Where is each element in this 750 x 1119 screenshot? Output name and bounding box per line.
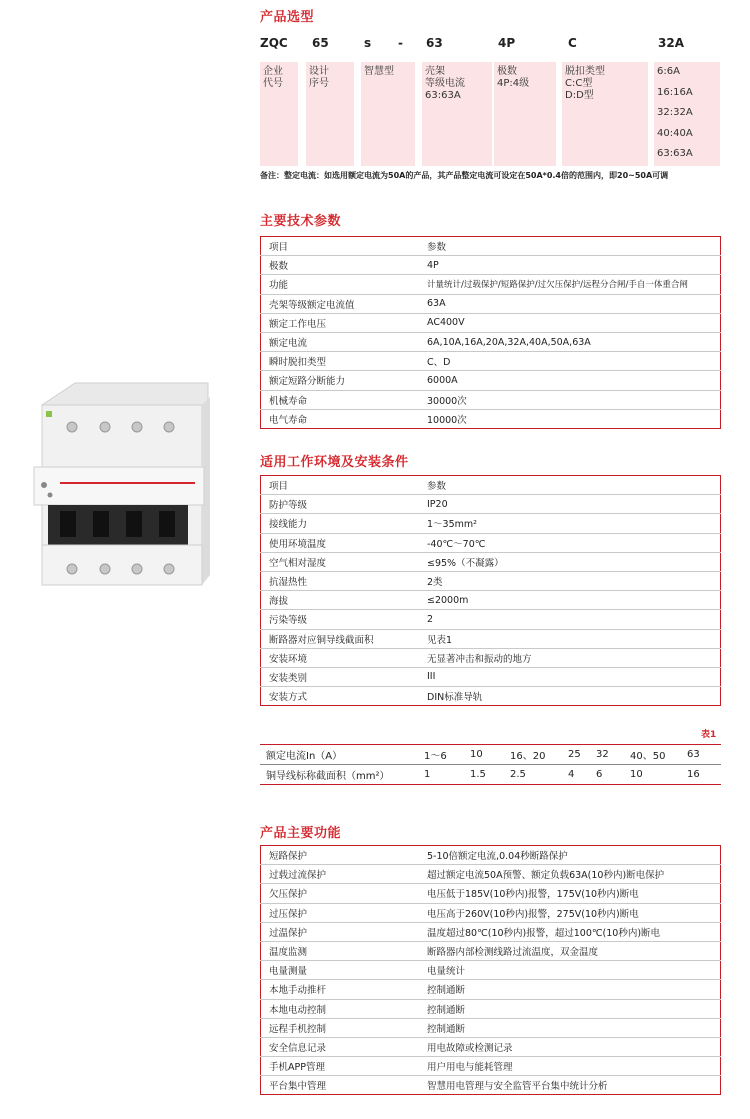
code-dash: - — [398, 36, 403, 50]
model-note: 备注：整定电流：如选用额定电流为50A的产品，其产品整定电流可设定在50A*0.4倍的范围内，即20~50A可调 — [260, 171, 669, 180]
table-row: 项目 参数 — [261, 476, 721, 495]
table-row: 壳架等级额定电流值 63A — [261, 294, 721, 313]
table-row: 机械寿命 30000次 — [261, 390, 721, 409]
code-poles: 4P — [498, 36, 516, 50]
circuit-breaker-image — [30, 375, 215, 590]
table-row: 接线能力 1～35mm² — [261, 514, 721, 533]
box-poles: 极数 4P:4级 — [494, 62, 556, 166]
table-row: 功能 计量统计/过载保护/短路保护/过欠压保护/远程分合闸/手自一体重合闸 — [261, 275, 721, 294]
code-design: 65 — [312, 36, 329, 50]
table-row: 电量测量 电量统计 — [261, 961, 721, 980]
table-row: 铜导线标称截面积（mm²） 1 1.5 2.5 4 6 10 16 — [260, 765, 721, 785]
code-company: ZQC — [260, 36, 288, 50]
section-title-tech: 主要技术参数 — [260, 214, 342, 229]
table-row: 额定电流In（A） 1～6 10 16、20 25 32 40、50 63 — [260, 745, 721, 765]
section-title-environment: 适用工作环境及安装条件 — [260, 455, 409, 470]
table-row: 安装类别 III — [261, 667, 721, 686]
table-row: 安装方式 DIN标准导轨 — [261, 687, 721, 706]
table-row: 空气相对湿度 ≤95%（不凝露） — [261, 552, 721, 571]
box-type: 智慧型 — [361, 62, 415, 166]
section-title-functions: 产品主要功能 — [260, 826, 342, 841]
table-row: 防护等级 IP20 — [261, 495, 721, 514]
table1-label: 表1 — [701, 730, 717, 740]
table-row: 过温保护 温度超过80℃(10秒内)报警，超过100℃(10秒内)断电 — [261, 922, 721, 941]
table-row: 本地手动推杆 控制通断 — [261, 980, 721, 999]
table-row: 过载过流保护 超过额定电流50A预警、额定负载63A(10秒内)断电保护 — [261, 865, 721, 884]
table-row: 额定电流 6A,10A,16A,20A,32A,40A,50A,63A — [261, 332, 721, 351]
code-frame: 63 — [426, 36, 443, 50]
table-row: 安全信息记录 用电故障或检测记录 — [261, 1037, 721, 1056]
box-design: 设计 序号 — [306, 62, 354, 166]
functions-table — [260, 845, 721, 1095]
table-row: 极数 4P — [261, 256, 721, 275]
table-row: 污染等级 2 — [261, 610, 721, 629]
table-row: 电气寿命 10000次 — [261, 409, 721, 428]
table-row: 手机APP管理 用户用电与能耗管理 — [261, 1057, 721, 1076]
code-current: 32A — [658, 36, 684, 50]
table-row: 欠压保护 电压低于185V(10秒内)报警，175V(10秒内)断电 — [261, 884, 721, 903]
code-trip: C — [568, 36, 577, 50]
table-row: 安装环境 无显著冲击和振动的地方 — [261, 648, 721, 667]
table-row: 本地电动控制 控制通断 — [261, 999, 721, 1018]
box-current: 6:6A 16:16A 32:32A 40:40A 63:63A — [654, 62, 720, 166]
box-trip: 脱扣类型 C:C型 D:D型 — [562, 62, 648, 166]
table-row: 短路保护 5-10倍额定电流,0.04秒断路保护 — [261, 846, 721, 865]
table-row: 平台集中管理 智慧用电管理与安全监管平台集中统计分析 — [261, 1076, 721, 1095]
table-row: 过压保护 电压高于260V(10秒内)报警，275V(10秒内)断电 — [261, 903, 721, 922]
table1 — [260, 744, 721, 785]
table-row: 断路器对应铜导线截面积 见表1 — [261, 629, 721, 648]
model-code-row — [260, 36, 720, 54]
box-frame: 壳架 等级电流 63:63A — [422, 62, 492, 166]
table-row: 海拔 ≤2000m — [261, 591, 721, 610]
table-row: 额定工作电压 AC400V — [261, 313, 721, 332]
table-row: 远程手机控制 控制通断 — [261, 1018, 721, 1037]
table-row: 项目 参数 — [261, 237, 721, 256]
tech-params-table — [260, 236, 721, 429]
model-description-boxes — [260, 62, 720, 166]
table-row: 额定短路分断能力 6000A — [261, 371, 721, 390]
environment-table — [260, 475, 721, 706]
section-title-model: 产品选型 — [260, 10, 315, 25]
box-company: 企业 代号 — [260, 62, 298, 166]
table-row: 瞬时脱扣类型 C、D — [261, 352, 721, 371]
code-type: s — [364, 36, 372, 50]
table-row: 使用环境温度 -40℃～70℃ — [261, 533, 721, 552]
table-row: 温度监测 断路器内部检测线路过流温度，双金温度 — [261, 941, 721, 960]
table-row: 抗湿热性 2类 — [261, 571, 721, 590]
